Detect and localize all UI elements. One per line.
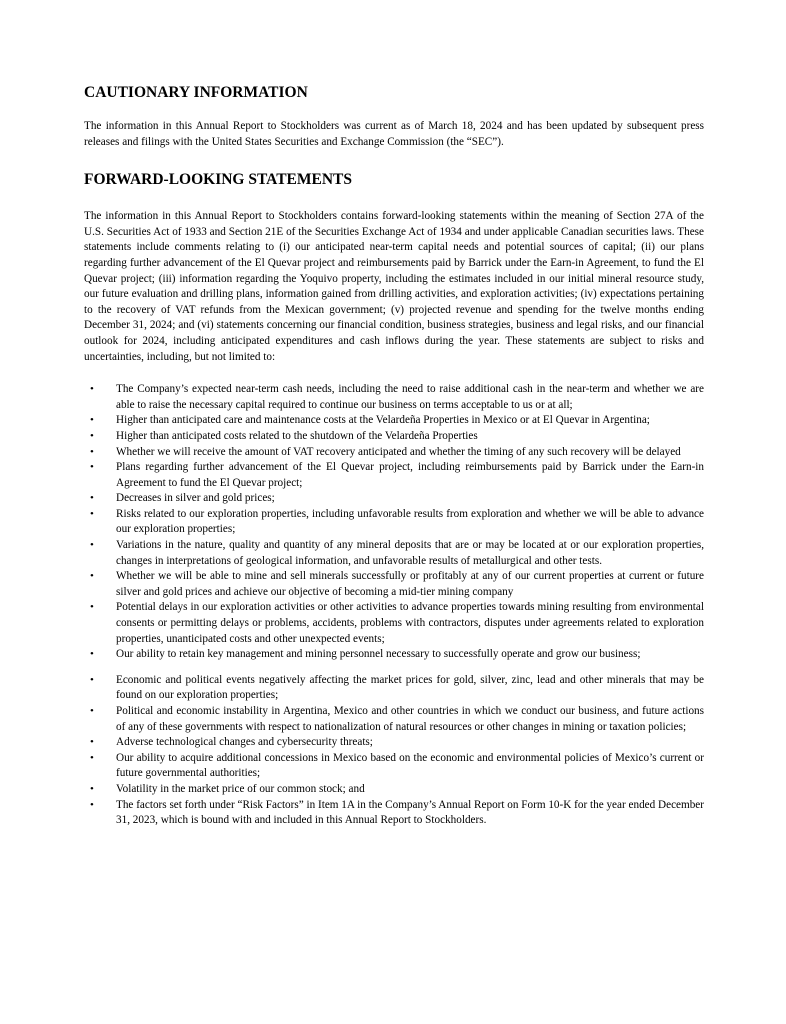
- list-item: [84, 704, 704, 735]
- list-item: [84, 735, 704, 751]
- list-item-text: Our ability to acquire additional concessions in Mexico based on the economic and environmental policies of Mexico’s current or future governmental authorities;: [116, 751, 704, 780]
- list-item-text: Economic and political events negatively affecting the market prices for gold, silver, zinc, lead and other minerals that may be found on our exploration properties;: [116, 673, 704, 702]
- bullet-icon: •: [90, 782, 94, 795]
- bullet-icon: •: [90, 705, 94, 717]
- bullet-icon: •: [90, 751, 94, 764]
- list-item-text: Whether we will receive the amount of VAT recovery anticipated and whether the timing of any such recovery will be delayed: [116, 445, 681, 458]
- bullet-icon: •: [90, 492, 94, 505]
- bullet-icon: •: [90, 673, 94, 686]
- list-item: [84, 798, 704, 829]
- risk-list-1: [84, 382, 704, 663]
- list-item-text: Plans regarding further advancement of the El Quevar project, including reimbursements paid by Barrick under the Earn-in Agreement to fund the El Quevar project;: [116, 461, 704, 489]
- list-item-text: Variations in the nature, quality and quantity of any mineral deposits that are or may be located at or our exploration properties, changes in interpretations of geological information, and unfavorable results of metallurgical and other tests.: [116, 539, 704, 567]
- document-page: [84, 84, 704, 829]
- bullet-icon: •: [90, 570, 94, 583]
- list-item-text: Political and economic instability in Argentina, Mexico and other countries in which we conduct our business, and future actions of any of these governments with respect to nationalization of natural resources or other changes in mining or taxation policies;: [116, 705, 704, 733]
- list-item: [84, 538, 704, 569]
- list-item-text: Adverse technological changes and cybersecurity threats;: [116, 736, 373, 749]
- bullet-icon: •: [90, 414, 94, 427]
- list-item: [84, 429, 704, 445]
- list-item: [84, 600, 704, 647]
- list-item: [84, 751, 704, 782]
- bullet-icon: •: [90, 507, 94, 520]
- cautionary-paragraph: The information in this Annual Report to Stockholders was current as of March 18, 2024 and has been updated by subsequent press releases and filings with the United States Securities and Exchange Commission (the “SEC”).: [84, 120, 704, 148]
- list-item: [84, 460, 704, 491]
- forward-looking-paragraph: The information in this Annual Report to Stockholders contains forward-looking statements within the meaning of Section 27A of the U.S. Securities Act of 1933 and Section 21E of the Securities Exchange Act of 1934 and under applicable Canadian securities laws. These statements include comments relating to (i) our anticipated near-term capital needs and potential sources of capital; (ii) our plans regarding further advancement of the El Quevar project and reimbursements paid by Barrick under the Earn-in Agreement, to fund the El Quevar project; (iii) information regarding the Yoquivo property, including the estimates included in our initial mineral resource study, our future evaluation and drilling plans, information gained from drilling activities, and exploration activities; (iv) expectations pertaining to the recovery of VAT refunds from the Mexican government; (v) projected revenue and spending for the twelve months ending December 31, 2024; and (vi) statements concerning our financial condition, business strategies, business and legal risks, and our financial outlook for 2024, including anticipated expenditures and cash inflows during the year. These statements are subject to risks and uncertainties, including, but not limited to:: [84, 210, 704, 363]
- cautionary-heading: CAUTIONARY INFORMATION: [84, 84, 308, 101]
- list-item-text: The factors set forth under “Risk Factors” in Item 1A in the Company’s Annual Report on Form 10-K for the year ended December 31, 2023, which is bound with and included in this Annual Report to Stockholders.: [116, 798, 704, 827]
- list-item-text: Higher than anticipated care and maintenance costs at the Velardeña Properties in Mexico or at El Quevar in Argentina;: [116, 414, 650, 427]
- bullet-icon: •: [90, 539, 94, 552]
- bullet-icon: •: [90, 429, 94, 442]
- list-item: [84, 413, 704, 429]
- list-item: [84, 673, 704, 704]
- bullet-icon: •: [90, 648, 94, 661]
- list-item: [84, 782, 704, 798]
- list-item-text: Volatility in the market price of our common stock; and: [116, 782, 365, 795]
- list-item: [84, 647, 704, 663]
- bullet-icon: •: [90, 461, 94, 474]
- list-item-text: Higher than anticipated costs related to the shutdown of the Velardeña Properties: [116, 429, 478, 442]
- bullet-icon: •: [90, 383, 94, 396]
- list-item-text: Our ability to retain key management and mining personnel necessary to successfully operate and grow our business;: [116, 648, 641, 661]
- bullet-icon: •: [90, 736, 94, 749]
- forward-looking-heading: FORWARD-LOOKING STATEMENTS: [84, 171, 353, 189]
- list-item-text: Decreases in silver and gold prices;: [116, 492, 275, 505]
- list-item: [84, 382, 704, 413]
- bullet-icon: •: [90, 445, 94, 458]
- bullet-icon: •: [90, 601, 94, 614]
- list-item-text: Potential delays in our exploration activities or other activities to advance properties towards mining resulting from environmental consents or permitting delays or problems, accidents, problems with contractors, disputes under agreements related to exploration properties, unanticipated costs and other unexpected events;: [116, 601, 704, 645]
- list-item-text: Risks related to our exploration properties, including unfavorable results from exploration and whether we will be able to advance our exploration properties;: [116, 507, 704, 536]
- bullet-icon: •: [90, 798, 94, 811]
- list-item: [84, 445, 704, 461]
- list-item: [84, 569, 704, 600]
- list-item-text: The Company’s expected near-term cash needs, including the need to raise additional cash in the near-term and whether we are able to raise the necessary capital required to continue our business on terms acceptable to us or at all;: [116, 383, 704, 411]
- risk-list-2: [84, 673, 704, 829]
- list-item: [84, 507, 704, 538]
- list-item-text: Whether we will be able to mine and sell minerals successfully or profitably at any of our current properties at current or future silver and gold prices and achieve our objective of becoming a mid-tier mining company: [116, 570, 704, 598]
- list-item: [84, 491, 704, 507]
